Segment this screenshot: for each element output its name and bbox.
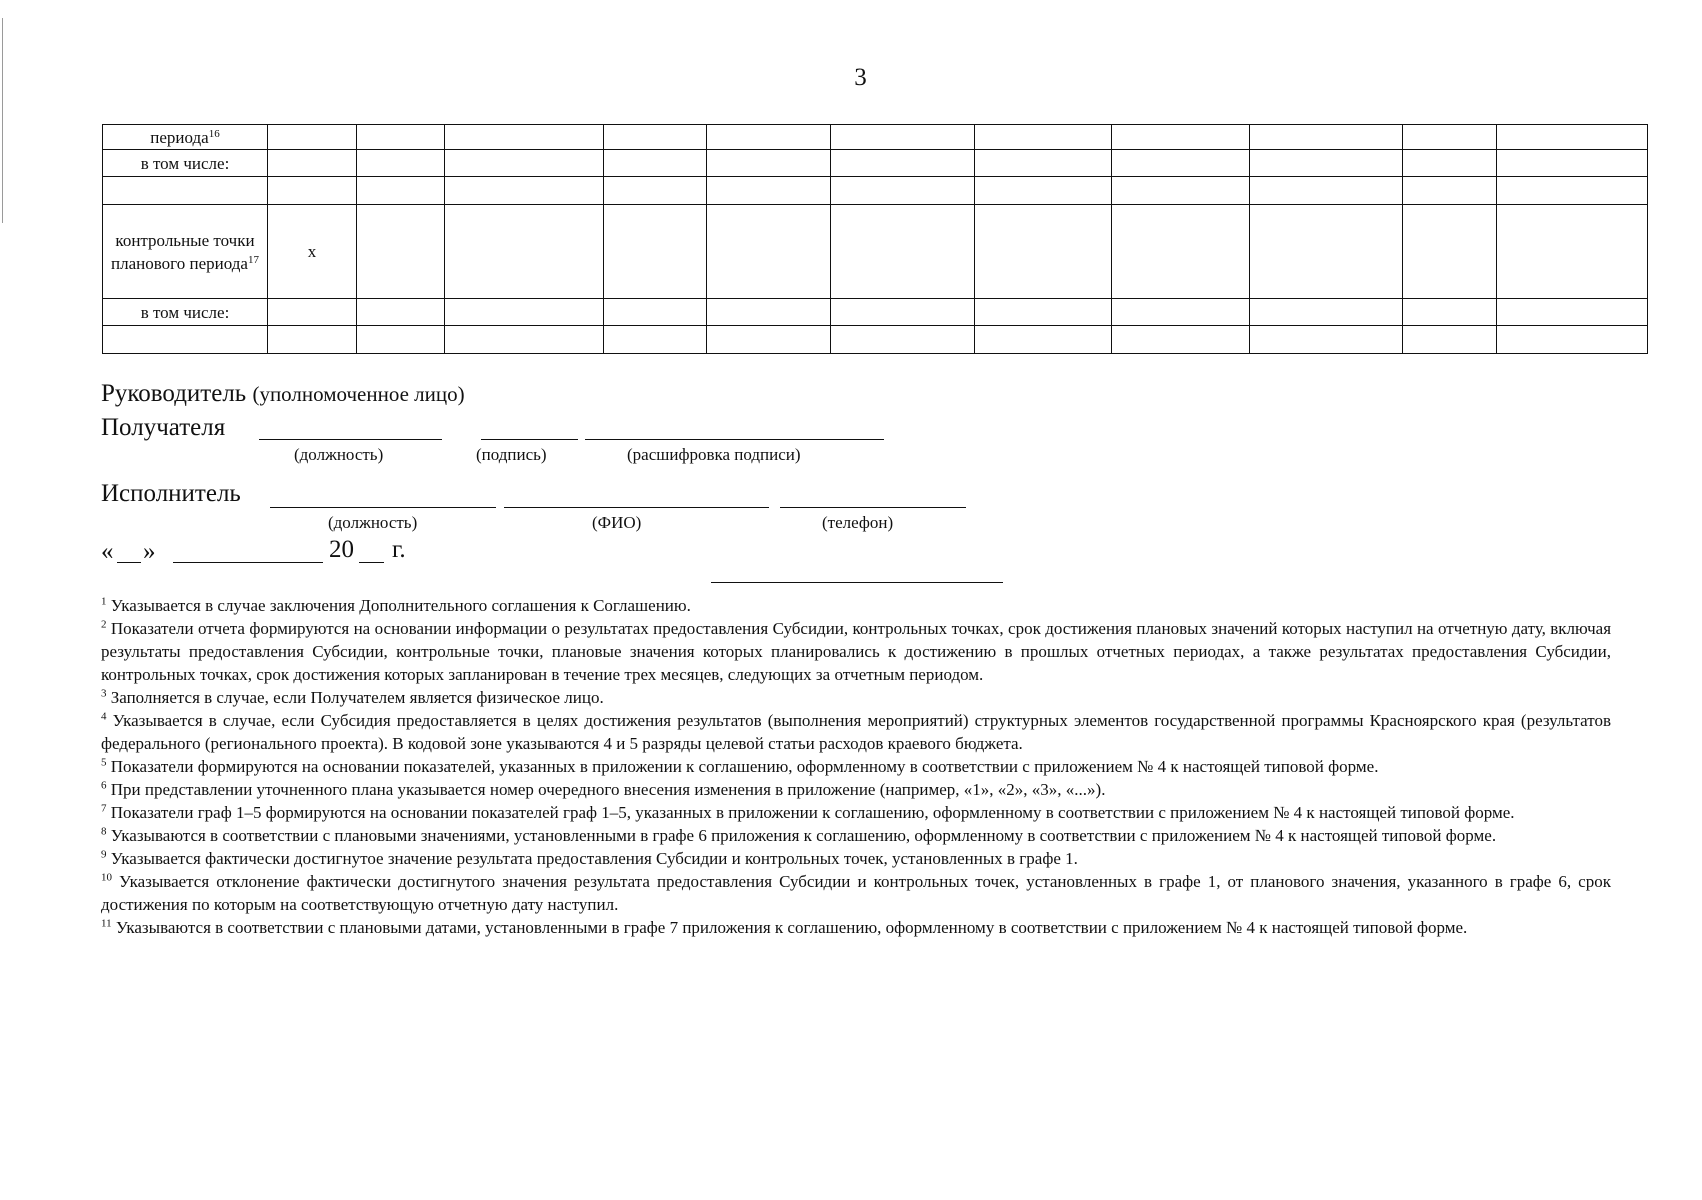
row-label-cell	[103, 326, 268, 354]
table-cell	[975, 299, 1112, 326]
footnote-text: Указывается в случае, если Субсидия предоставляется в целях достижения результатов (выполнения мероприятий) структурных элементов государственной программы Красноярского края (результатов федерального (регионального проекта). В кодовой зоне указываются 4 и 5 разряды целевой статьи расходов краевого бюджета.	[101, 711, 1611, 753]
table-cell	[1403, 125, 1497, 150]
row-label-cell	[103, 177, 268, 205]
table-cell	[1250, 125, 1403, 150]
table-cell	[1112, 299, 1250, 326]
footnote-number: 10	[101, 871, 112, 884]
executor-caption-phone: (телефон)	[822, 513, 894, 532]
table-cell	[357, 150, 445, 177]
footnote-text: Указывается в случае заключения Дополнительного соглашения к Соглашению.	[110, 596, 691, 615]
footnote-item	[101, 709, 1611, 755]
table-cell	[268, 299, 357, 326]
table-cell	[604, 150, 707, 177]
table-cell	[1497, 205, 1648, 299]
footnote-text: Указываются в соответствии с плановыми датами, установленными в графе 7 приложения к соглашению, оформленному в соответствии с приложением № 4 к настоящей типовой форме.	[115, 918, 1468, 937]
table-cell	[1497, 150, 1648, 177]
head-label-line1: Руководитель (уполномоченное лицо)	[101, 380, 465, 407]
table-cell	[707, 177, 831, 205]
table-cell	[707, 299, 831, 326]
footnote-number: 4	[101, 710, 107, 723]
footnote-number: 9	[101, 848, 107, 861]
table-row	[103, 326, 1648, 354]
row-footnote-ref: 17	[247, 253, 259, 266]
report-table	[102, 124, 1648, 354]
footnote-text: Указывается фактически достигнутое значение результата предоставления Субсидии и контрольных точек, установленных в графе 1.	[110, 849, 1078, 868]
footnotes-separator	[711, 582, 1003, 583]
row-label-cell	[103, 299, 268, 326]
table-cell	[975, 150, 1112, 177]
table-cell	[604, 205, 707, 299]
table-cell	[268, 177, 357, 205]
head-label-line2: Получателя	[101, 414, 226, 441]
footnote-number: 1	[101, 595, 107, 608]
table-cell	[1497, 177, 1648, 205]
footnote-item	[101, 594, 1611, 617]
table-row	[103, 177, 1648, 205]
footnote-text: Показатели формируются на основании показателей, указанных в приложении к соглашению, оформленному в соответствии с приложением № 4 к настоящей типовой форме.	[110, 757, 1379, 776]
table-cell	[975, 125, 1112, 150]
footnote-item	[101, 847, 1611, 870]
head-decoding-line	[585, 439, 884, 440]
footnote-item	[101, 916, 1611, 939]
table-cell	[1250, 326, 1403, 354]
table-cell	[268, 326, 357, 354]
table-cell	[975, 326, 1112, 354]
table-cell	[357, 125, 445, 150]
footnote-text: Указываются в соответствии с плановыми значениями, установленными в графе 6 приложения к соглашению, оформленному в соответствии с приложением № 4 к настоящей типовой форме.	[110, 826, 1497, 845]
table-cell	[604, 177, 707, 205]
table-cell	[357, 299, 445, 326]
head-caption-position: (должность)	[294, 445, 384, 464]
executor-phone-line	[780, 507, 966, 508]
table-cell	[1112, 177, 1250, 205]
table-cell	[1250, 150, 1403, 177]
date-year-suffix: г.	[392, 536, 406, 563]
table-cell	[975, 177, 1112, 205]
footnote-text: Показатели отчета формируются на основании информации о результатах предоставления Субсидии, контрольных точках, срок достижения плановых значений которых наступил на отчетную дату, включая результаты предоставления Субсидии, контрольные точки, плановые значения которых планировались к достижению в прошлых отчетных периодах, а также результатах предоставления Субсидии, контрольных точках, срок достижения которых запланирован в течение трех месяцев, следующих за отчетным периодом.	[101, 619, 1612, 684]
table-cell	[831, 299, 975, 326]
date-month-line	[173, 562, 323, 563]
page-number: 3	[854, 64, 867, 91]
scan-edge-line	[2, 18, 3, 223]
footnote-number: 6	[101, 779, 107, 792]
table-cell	[1112, 150, 1250, 177]
footnote-number: 7	[101, 802, 107, 815]
table-cell	[1403, 299, 1497, 326]
table-cell	[1112, 125, 1250, 150]
table-cell	[707, 150, 831, 177]
table-cell	[1403, 177, 1497, 205]
table-cell	[831, 205, 975, 299]
footnote-item	[101, 686, 1611, 709]
footnote-number: 3	[101, 687, 107, 700]
date-quote-open: «	[101, 538, 114, 565]
footnote-item	[101, 755, 1611, 778]
table-cell	[1403, 205, 1497, 299]
table-cell	[357, 326, 445, 354]
table-cell	[831, 177, 975, 205]
footnote-text: При представлении уточненного плана указывается номер очередного внесения изменения в приложение (например, «1», «2», «3», «...»).	[110, 780, 1106, 799]
head-position-line	[259, 439, 442, 440]
table-cell	[1497, 125, 1648, 150]
table-cell	[445, 205, 604, 299]
table-cell	[1112, 205, 1250, 299]
table-cell	[1250, 299, 1403, 326]
footnote-number: 5	[101, 756, 107, 769]
row-label: периода	[150, 127, 209, 147]
table-cell	[357, 205, 445, 299]
table-cell	[831, 326, 975, 354]
head-caption-decoding: (расшифровка подписи)	[627, 445, 801, 464]
table-cell	[1403, 150, 1497, 177]
footnote-text: Показатели граф 1–5 формируются на основании показателей граф 1–5, указанных в приложении к соглашению, оформленному в соответствии с приложением № 4 к настоящей типовой форме.	[110, 803, 1515, 822]
table-cell	[707, 125, 831, 150]
table-cell	[445, 299, 604, 326]
row-label-cell	[103, 125, 268, 150]
table-cell	[1403, 326, 1497, 354]
table-cell	[707, 326, 831, 354]
table-cell	[707, 205, 831, 299]
footnote-item	[101, 778, 1611, 801]
table-cell	[831, 150, 975, 177]
row-footnote-ref: 16	[208, 127, 220, 140]
table-cell	[1497, 299, 1648, 326]
row-label: в том числе:	[140, 302, 230, 322]
row-label: контрольные точки планового периода	[111, 230, 255, 273]
footnote-number: 11	[101, 917, 112, 930]
head-signature-line	[481, 439, 578, 440]
footnote-text: Указывается отклонение фактически достигнутого значения результата предоставления Субсидии и контрольных точек, установленных в графе 1, от планового значения, указанного в графе 6, срок достижения по которым на соответствующую отчетную дату наступил.	[101, 872, 1611, 914]
table-cell	[604, 299, 707, 326]
row-label: в том числе:	[140, 153, 230, 173]
footnote-text: Заполняется в случае, если Получателем является физическое лицо.	[110, 688, 604, 707]
table-cell	[1112, 326, 1250, 354]
table-cell	[445, 177, 604, 205]
table-cell	[831, 125, 975, 150]
date-day-line	[117, 562, 141, 563]
date-year-line	[359, 562, 384, 563]
executor-caption-position: (должность)	[328, 513, 418, 532]
footnote-number: 2	[101, 618, 107, 631]
table-cell	[268, 150, 357, 177]
table-row	[103, 150, 1648, 177]
footnote-item	[101, 824, 1611, 847]
table-cell	[1250, 205, 1403, 299]
executor-position-line	[270, 507, 496, 508]
footnote-item	[101, 870, 1611, 916]
table-cell	[975, 205, 1112, 299]
table-cell: x	[268, 205, 357, 299]
table-cell	[445, 326, 604, 354]
row-label-cell	[103, 205, 268, 299]
executor-caption-name: (ФИО)	[592, 513, 642, 532]
table-cell	[445, 150, 604, 177]
executor-name-line	[504, 507, 769, 508]
date-year-prefix: 20	[329, 536, 354, 563]
table-cell	[268, 125, 357, 150]
footnotes	[101, 594, 1611, 939]
footnote-item	[101, 617, 1611, 686]
row-label-cell	[103, 150, 268, 177]
table-cell	[445, 125, 604, 150]
head-caption-signature: (подпись)	[476, 445, 547, 464]
table-cell	[1250, 177, 1403, 205]
table-cell	[604, 326, 707, 354]
report-table-body	[103, 125, 1648, 354]
executor-label: Исполнитель	[101, 480, 241, 507]
table-cell	[1497, 326, 1648, 354]
table-cell	[604, 125, 707, 150]
table-row	[103, 299, 1648, 326]
table-row	[103, 125, 1648, 150]
date-quote-close: »	[143, 538, 156, 565]
footnote-number: 8	[101, 825, 107, 838]
table-cell	[357, 177, 445, 205]
table-row	[103, 205, 1648, 299]
footnote-item	[101, 801, 1611, 824]
